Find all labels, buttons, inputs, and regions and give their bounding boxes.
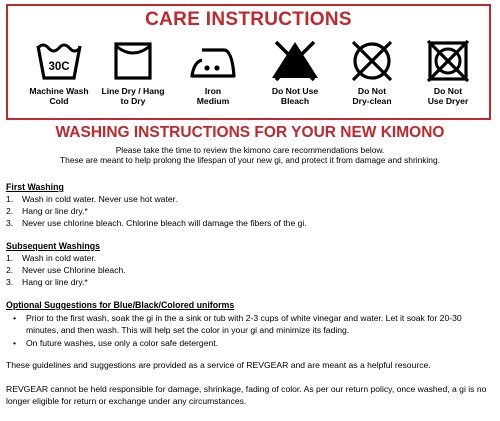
optional-suggestions-heading: Optional Suggestions for Blue/Black/Colored uniforms [6,300,235,310]
list-item: 2. Hang or line dry.* [6,206,88,216]
first-washing-heading: First Washing [6,182,64,192]
iron-medium-icon [186,38,240,82]
wash-temperature-badge: 30C [48,61,70,73]
symbol-no-bleach [258,38,332,106]
no-dry-clean-icon [347,38,397,82]
list-item: 2. Never use Chlorine bleach. [6,265,126,275]
no-bleach-icon [268,38,322,82]
symbol-no-dry-clean [335,38,409,106]
symbol-label: Do Not Dry-clean [352,86,392,106]
hang-dry-icon [108,38,158,82]
symbol-no-tumble-dry [411,38,485,106]
symbol-label: Do Not Use Bleach [271,86,319,106]
symbol-iron-medium [176,38,250,106]
washing-instructions-title: WASHING INSTRUCTIONS FOR YOUR NEW KIMONO [55,124,445,141]
bullet-item: • On future washes, use only a color safe detergent. [13,338,219,348]
care-instructions-title: CARE INSTRUCTIONS [145,9,352,30]
symbol-label: Iron Medium [196,86,230,106]
symbol-machine-wash [22,38,96,106]
care-instructions-panel [6,4,491,120]
list-item: 3. Never use chlorine bleach. Chlorine bleach will damage the fibers of the gi. [6,218,307,228]
subsequent-washings-heading: Subsequent Washings [6,241,101,251]
list-item: 3. Hang or line dry.* [6,277,88,287]
no-tumble-dry-icon [423,38,473,82]
list-item: 1. Wash in cold water. [6,253,97,263]
bullet-item: • Prior to the first wash, soak the gi in the a sink or tub with 2-3 cups of white vinegar and water. Let it soak for 20-30 minutes, and then wash. This will help set the color in your gi and minimize its fading. [13,313,462,335]
intro-text: Please take the time to review the kimono care recommendations below. These are meant to help prolong the lifespan of your new gi, and protect it from damage and shrinking. [60,145,440,165]
disclaimer-text: REVGEAR cannot be held responsible for damage, shrinkage, fading of color. As per our return policy, once washed, a gi is no longer eligible for return or exchange under any circumstances. [6,384,487,406]
washtub-30c-icon [34,38,84,82]
symbol-label: Do Not Use Dryer [427,86,469,106]
symbol-label: Machine Wash Cold [29,86,89,106]
guidelines-text: These guidelines and suggestions are provided as a service of REVGEAR and are meant as a helpful resource. [6,360,431,370]
list-item: 1. Wash in cold water. Never use hot water. [6,194,178,204]
symbol-label: Line Dry / Hang to Dry [101,86,165,106]
symbol-hang-dry [96,38,170,106]
